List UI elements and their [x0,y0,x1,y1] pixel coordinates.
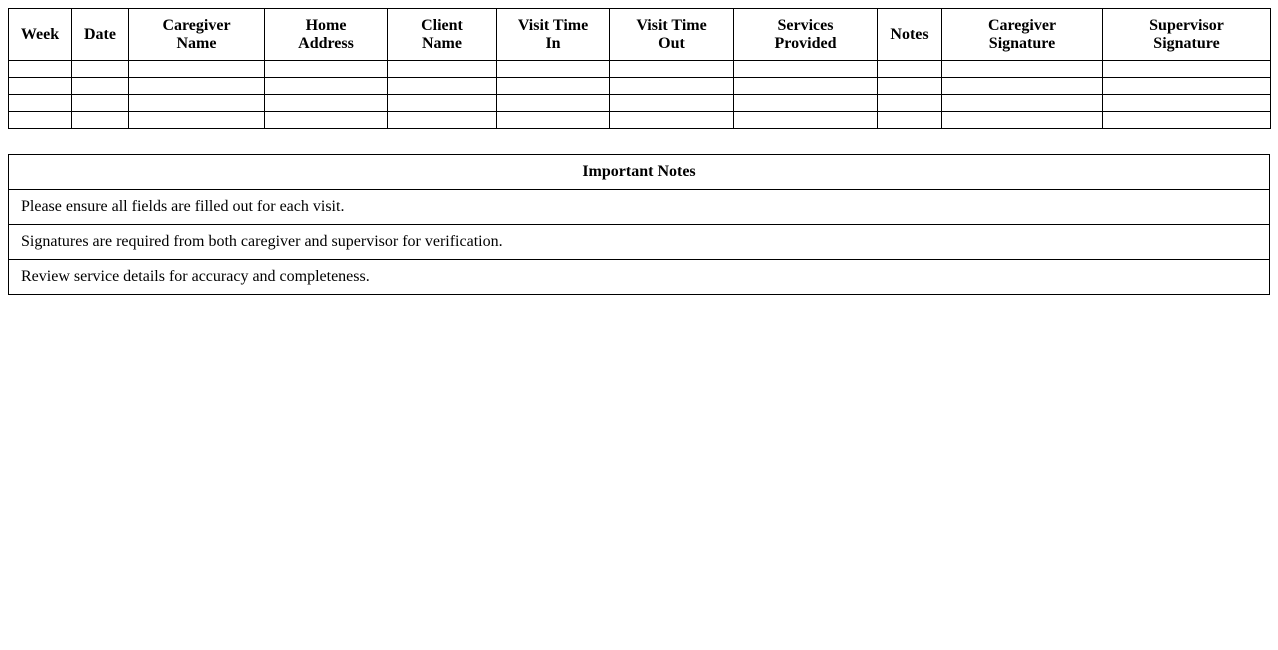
caregiver-name-cell[interactable] [129,95,265,112]
supervisor-signature-cell[interactable] [1103,112,1271,129]
important-notes-table [8,154,1270,295]
important-notes-header-row [9,155,1270,190]
home-address-cell[interactable] [265,61,388,78]
column-header-home-address-line1: Home [305,16,347,34]
column-header-visit-time-in [497,9,610,61]
client-name-cell[interactable] [388,112,497,129]
column-header-visit-time-in-line1: Visit Time [517,16,589,34]
list-item [9,260,1270,295]
client-name-cell[interactable] [388,95,497,112]
supervisor-signature-cell[interactable] [1103,95,1271,112]
caregiver-name-cell[interactable] [129,78,265,95]
column-header-services-provided-line2: Provided [774,34,837,52]
visit-time-in-cell[interactable] [497,61,610,78]
caregiver-name-cell[interactable] [129,112,265,129]
list-item [9,190,1270,225]
caregiver-name-cell[interactable] [129,61,265,78]
column-header-notes [878,9,942,61]
notes-cell[interactable] [878,112,942,129]
column-header-notes-line1: Notes [890,25,929,43]
week-cell[interactable] [9,61,72,78]
column-header-visit-time-in-line2: In [545,34,561,52]
date-cell[interactable] [72,78,129,95]
important-note-text: Please ensure all fields are filled out for each visit. [9,190,1270,225]
services-provided-cell[interactable] [734,95,878,112]
important-note-text: Review service details for accuracy and completeness. [9,260,1270,295]
column-header-services-provided-line1: Services [777,16,834,34]
column-header-client-name-line2: Name [422,34,462,52]
column-header-date [72,9,129,61]
supervisor-signature-cell[interactable] [1103,78,1271,95]
table-row [9,61,1271,78]
list-item [9,225,1270,260]
column-header-services-provided [734,9,878,61]
week-cell[interactable] [9,78,72,95]
visit-time-out-cell[interactable] [610,95,734,112]
visit-time-out-cell[interactable] [610,61,734,78]
column-header-caregiver-name-line2: Name [176,34,217,52]
column-header-caregiver-signature-line2: Signature [988,34,1056,52]
column-header-caregiver-name [129,9,265,61]
visit-time-out-cell[interactable] [610,112,734,129]
column-header-week-line1: Week [20,25,60,43]
notes-cell[interactable] [878,78,942,95]
visit-time-in-cell[interactable] [497,95,610,112]
column-header-caregiver-signature [942,9,1103,61]
caregiver-signature-cell[interactable] [942,95,1103,112]
caregiver-signature-cell[interactable] [942,112,1103,129]
client-name-cell[interactable] [388,78,497,95]
visit-time-in-cell[interactable] [497,112,610,129]
column-header-date-line1: Date [84,25,116,43]
date-cell[interactable] [72,61,129,78]
column-header-supervisor-signature-line2: Signature [1153,34,1220,52]
week-cell[interactable] [9,112,72,129]
important-notes-title: Important Notes [9,155,1270,190]
services-provided-cell[interactable] [734,61,878,78]
services-provided-cell[interactable] [734,112,878,129]
column-header-visit-time-out-line2: Out [658,34,685,52]
column-header-home-address [265,9,388,61]
home-address-cell[interactable] [265,78,388,95]
table-row [9,78,1271,95]
visit-log-table [8,8,1271,129]
column-header-client-name-line1: Client [421,16,463,34]
caregiver-signature-cell[interactable] [942,61,1103,78]
home-address-cell[interactable] [265,95,388,112]
notes-cell[interactable] [878,61,942,78]
column-header-week [9,9,72,61]
column-header-client-name [388,9,497,61]
date-cell[interactable] [72,95,129,112]
column-header-visit-time-out-line1: Visit Time [636,16,707,34]
home-address-cell[interactable] [265,112,388,129]
visit-time-out-cell[interactable] [610,78,734,95]
column-header-visit-time-out [610,9,734,61]
client-name-cell[interactable] [388,61,497,78]
services-provided-cell[interactable] [734,78,878,95]
visit-log-header-row [9,9,1271,61]
date-cell[interactable] [72,112,129,129]
visit-time-in-cell[interactable] [497,78,610,95]
table-row [9,112,1271,129]
column-header-caregiver-name-line1: Caregiver [162,16,231,34]
column-header-supervisor-signature-line1: Supervisor [1149,16,1224,34]
column-header-home-address-line2: Address [298,34,354,52]
caregiver-signature-cell[interactable] [942,78,1103,95]
table-row [9,95,1271,112]
notes-cell[interactable] [878,95,942,112]
supervisor-signature-cell[interactable] [1103,61,1271,78]
week-cell[interactable] [9,95,72,112]
important-note-text: Signatures are required from both caregiver and supervisor for verification. [9,225,1270,260]
column-header-supervisor-signature [1103,9,1271,61]
column-header-caregiver-signature-line1: Caregiver [987,16,1057,34]
